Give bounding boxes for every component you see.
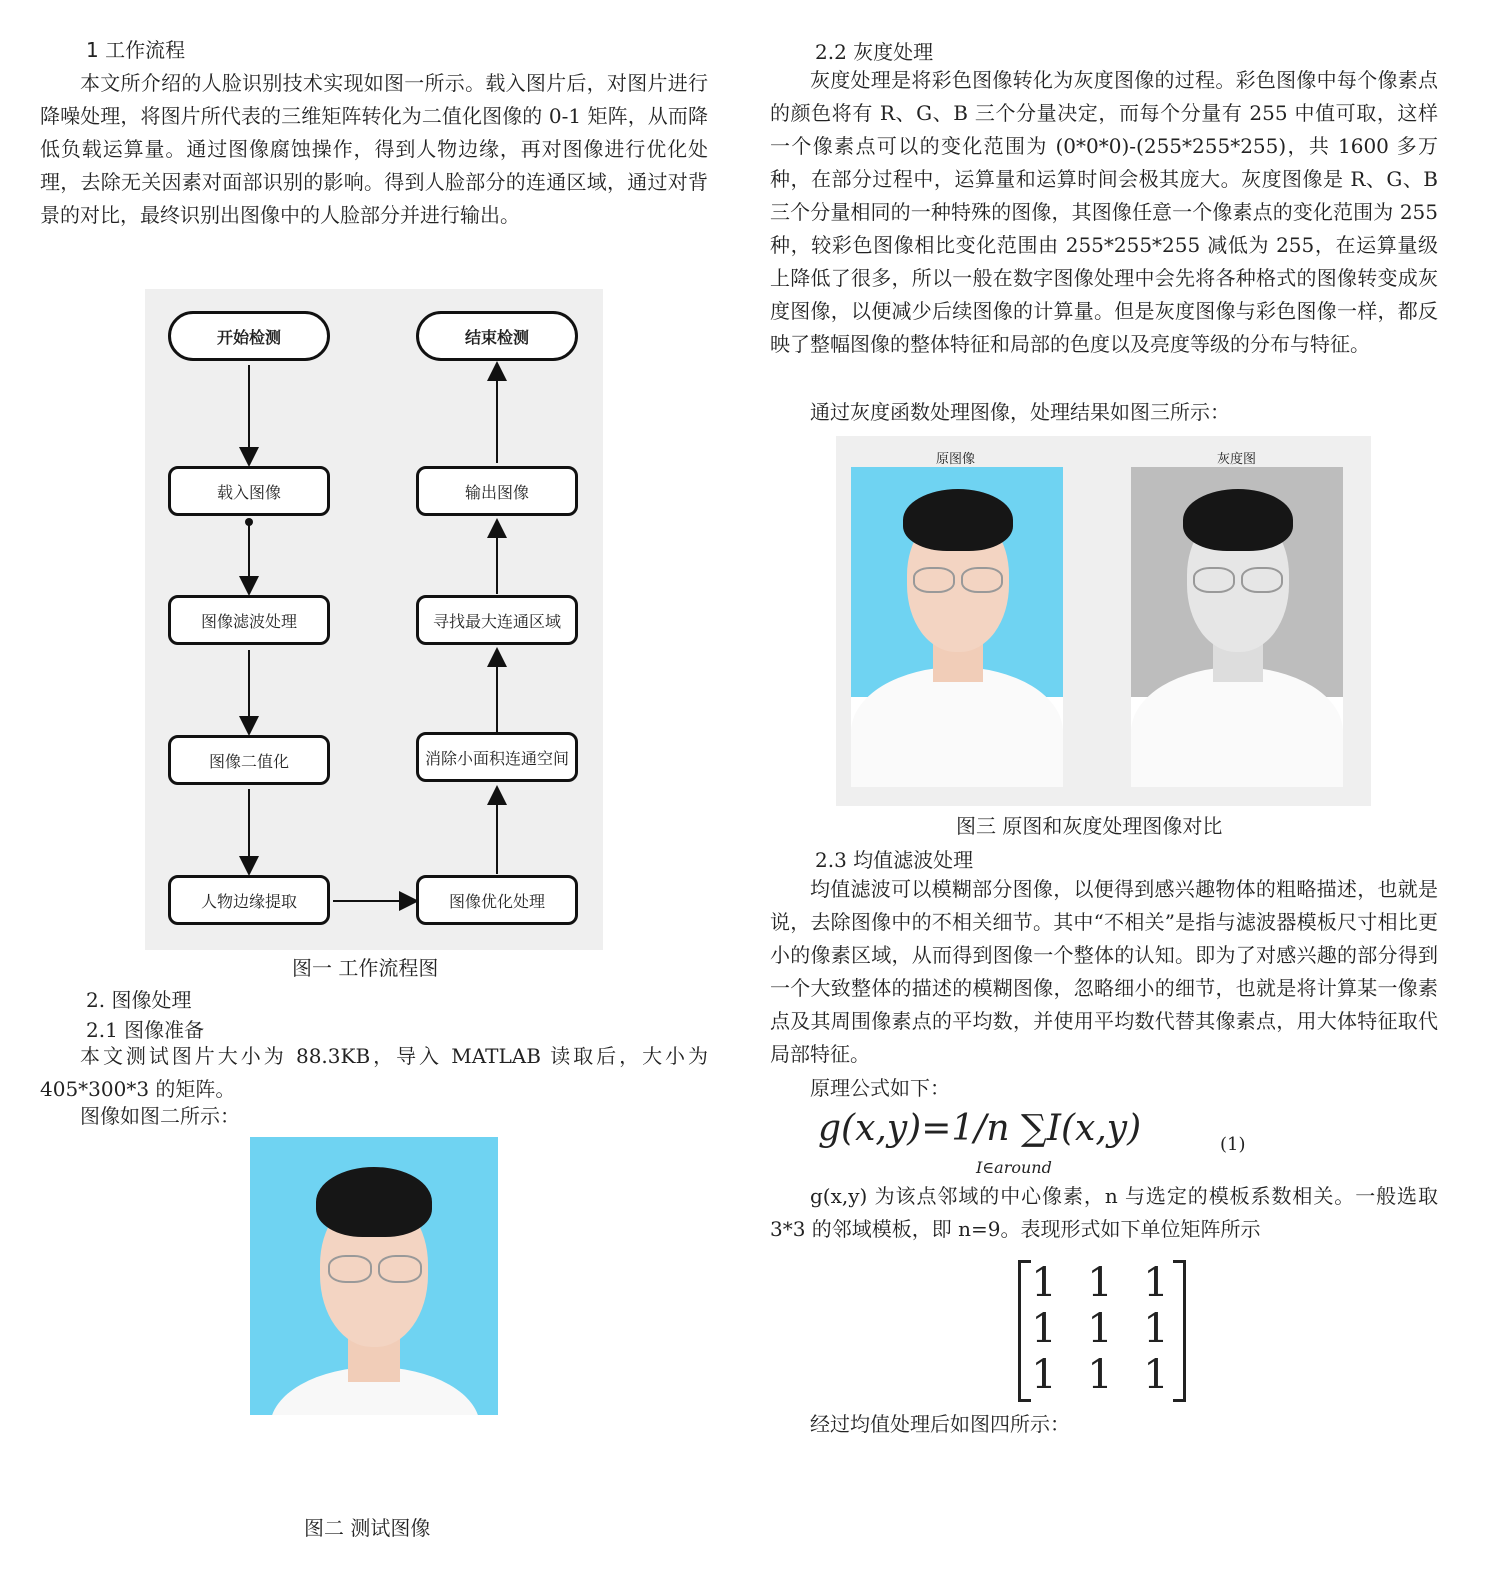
matrix-cell: 1: [1031, 1352, 1057, 1398]
flow-step: 输出图像: [416, 466, 578, 516]
flow-step: 图像二值化: [168, 735, 330, 785]
section-2-3-paragraph: 均值滤波可以模糊部分图像，以便得到感兴趣物体的粗略描述，也就是说，去除图像中的不相关细节。其中“不相关”是指与滤波器模板尺寸相比更小的像素区域，从而得到图像一个整体的认知。即为了对感兴趣的部分得到一个大致整体的描述的模糊图像，忽略细小的细节，也就是将计算某一像素点及其周围像素点的平均数，并使用平均数代替其像素点，用大体特征取代局部特征。: [770, 877, 1438, 1066]
figure-2-caption: 图二 测试图像: [304, 1516, 431, 1540]
figure-2-test-photo: [250, 1137, 498, 1415]
figure-1-caption: 图一 工作流程图: [292, 956, 439, 980]
unit-matrix: [1018, 1260, 1186, 1400]
section-1-paragraph: 本文所介绍的人脸识别技术实现如图一所示。载入图片后，对图片进行降噪处理，将图片所代表的三维矩阵转化为二值化图像的 0-1 矩阵，从而降低负载运算量。通过图像腐蚀操作，得到人物边缘，再对图像进行优化处理，去除无关因素对面部识别的影响。得到人脸部分的连通区域，通过对背景的对比，最终识别出图像中的人脸部分并进行输出。: [40, 71, 708, 227]
section-2-3-title: 2.3 均值滤波处理: [815, 848, 974, 872]
formula-explanation: g(x,y) 为该点邻域的中心像素，n 与选定的模板系数相关。一般选取 3*3 的邻域模板，即 n=9。表现形式如下单位矩阵所示: [770, 1184, 1438, 1241]
flow-step: 人物边缘提取: [168, 875, 330, 925]
grayscale-photo: [1131, 467, 1343, 787]
section-2-2-title: 2.2 灰度处理: [815, 40, 934, 64]
figure-3: [836, 436, 1371, 806]
matrix-cell: 1: [1087, 1352, 1113, 1398]
figure-3-caption: 图三 原图和灰度处理图像对比: [956, 814, 1223, 838]
section-2-title: 2. 图像处理: [86, 988, 192, 1012]
flow-step: 寻找最大连通区域: [416, 595, 578, 645]
section-2-1-paragraph: 本文测试图片大小为 88.3KB，导入 MATLAB 读取后，大小为 405*300*3 的矩阵。: [40, 1044, 708, 1101]
formula-mean-filter: g(x,y)=1/n ∑I(x,y): [818, 1108, 1142, 1149]
flow-step: 载入图像: [168, 466, 330, 516]
flow-step: 图像滤波处理: [168, 595, 330, 645]
matrix-cell: 1: [1031, 1306, 1057, 1352]
section-2-1-title: 2.1 图像准备: [86, 1018, 205, 1042]
section-2-2-paragraph-2: 通过灰度函数处理图像，处理结果如图三所示：: [810, 400, 1230, 424]
section-2-1-paragraph-2: 图像如图二所示：: [80, 1104, 240, 1128]
formula-intro: 原理公式如下：: [810, 1076, 950, 1100]
flow-end: 结束检测: [416, 311, 578, 361]
formula-subscript: I∈around: [976, 1158, 1052, 1177]
after-filter-paragraph: 经过均值处理后如图四所示：: [810, 1412, 1070, 1436]
flow-step: 消除小面积连通空间: [416, 732, 578, 782]
matrix-cell: 1: [1087, 1260, 1113, 1306]
flow-start: 开始检测: [168, 311, 330, 361]
original-photo: [851, 467, 1063, 787]
fig3-label-original: 原图像: [936, 452, 976, 467]
matrix-cell: 1: [1143, 1352, 1169, 1398]
fig3-label-gray: 灰度图: [1217, 452, 1257, 467]
formula-number: (1): [1220, 1134, 1246, 1155]
matrix-cell: 1: [1143, 1306, 1169, 1352]
section-2-2-paragraph: 灰度处理是将彩色图像转化为灰度图像的过程。彩色图像中每个像素点的颜色将有 R、G、B 三个分量决定，而每个分量有 255 中值可取，这样一个像素点可以的变化范围为 (0*0*0)-(255*255*255)，共 1600 多万种，在部分过程中，运算量和运算时间会极其庞大。灰度图像是 R、G、B 三个分量相同的一种特殊的图像，其图像任意一个像素点的变化范围为 255 种，较彩色图像相比变化范围由 255*255*255 减低为 255，在运算量级上降低了很多，所以一般在数字图像处理中会先将各种格式的图像转变成灰度图像，以便减少后续图像的计算量。但是灰度图像与彩色图像一样，都反映了整幅图像的整体特征和局部的色度以及亮度等级的分布与特征。: [770, 68, 1438, 356]
matrix-cell: 1: [1031, 1260, 1057, 1306]
matrix-cell: 1: [1143, 1260, 1169, 1306]
section-1-title: 1 工作流程: [86, 38, 186, 62]
matrix-cell: 1: [1087, 1306, 1113, 1352]
flow-step: 图像优化处理: [416, 875, 578, 925]
figure-1-flowchart: [145, 289, 603, 950]
